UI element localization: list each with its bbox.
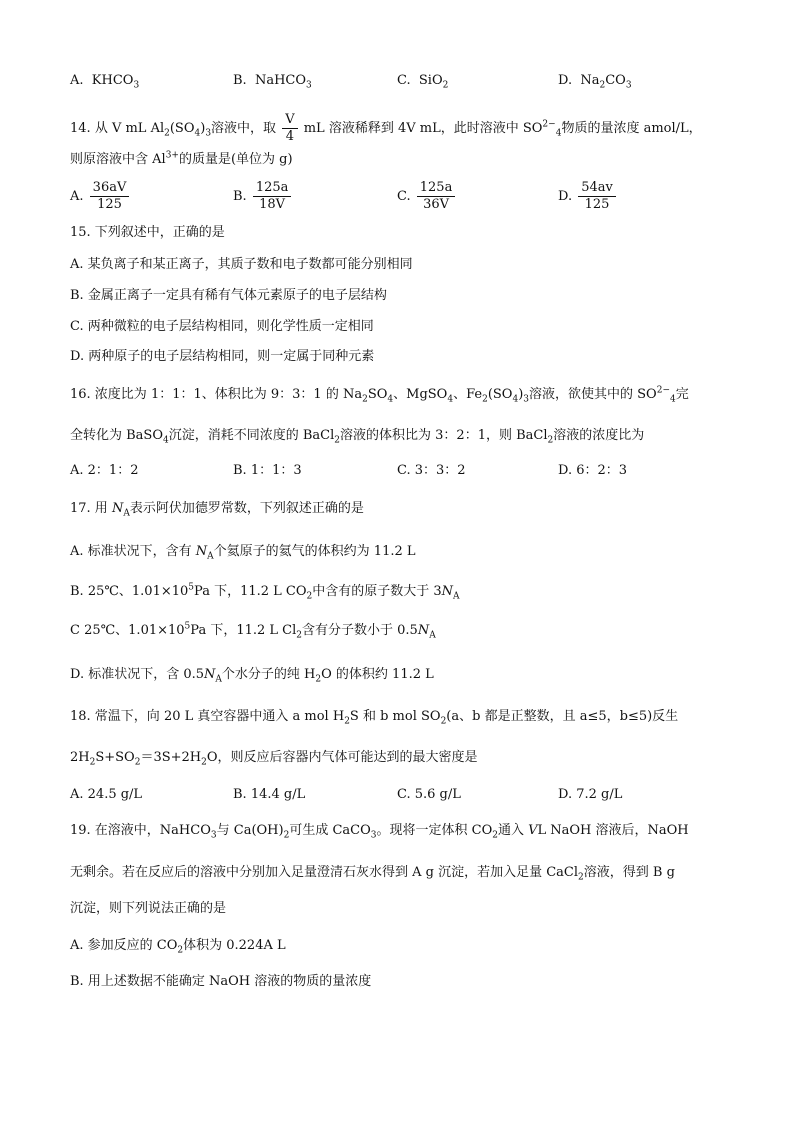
q19-option-a: A. 参加反应的 $CO_2$体积为 0.224A L xyxy=(70,938,286,956)
q13-option-b: B. NaHCO$_3$ xyxy=(233,73,312,91)
q16-stem-line1: 16. 浓度比为 1：1：1、体积比为 9：3：1 的 $Na_2SO_4$、MgSO$_4$、$Fe_2(SO_4)_3$溶液，欲使其中的 $SO^{2-}_4$完 xyxy=(70,385,689,405)
q18-option-a: A. 24.5 g/L xyxy=(70,787,143,802)
q17-option-c: C 25℃、$1.01\times 10^5Pa$ 下，11.2 L $Cl_2$含有分子数小于 $0.5N_A$ xyxy=(70,621,436,641)
q17-option-d: D. 标准状况下，含 $0.5N_A$个水分子的纯 $H_2O$ 的体积约 11.2 L xyxy=(70,667,434,685)
q18-option-c: C. 5.6 g/L xyxy=(397,787,461,802)
q16-option-c: C. 3：3：2 xyxy=(397,463,466,478)
q17-option-a: A. 标准状况下，含有 $N_A$个氦原子的氦气的体积约为 11.2 L xyxy=(70,544,416,562)
q19-stem-line3: 沉淀，则下列说法正确的是 xyxy=(70,901,227,916)
q15-option-b: B. 金属正离子一定具有稀有气体元素原子的电子层结构 xyxy=(70,288,387,303)
q14-stem-line2: 则原溶液中含 $Al^{3+}$的质量是(单位为 g) xyxy=(70,150,293,167)
q13-option-c: C. SiO$_2$ xyxy=(397,73,449,91)
q14-option-b: B. $\frac{125a}{18V}$ xyxy=(233,180,293,213)
q16-option-d: D. 6：2：3 xyxy=(558,463,628,478)
q13-option-d: D. $Na_2CO_3$ xyxy=(558,73,632,91)
q19-option-b: B. 用上述数据不能确定 NaOH 溶液的物质的量浓度 xyxy=(70,974,372,989)
q14-option-a: A. $\frac{36aV}{125}$ xyxy=(70,180,131,213)
q17-option-b: B. 25℃、$1.01\times 10^5Pa$ 下，11.2 L $CO_2$中含有的原子数大于 $3N_A$ xyxy=(70,582,460,602)
q15-option-d: D. 两种原子的电子层结构相同，则一定属于同种元素 xyxy=(70,349,375,364)
q15-option-c: C. 两种微粒的电子层结构相同，则化学性质一定相同 xyxy=(70,319,374,334)
q18-stem-line1: 18. 常温下，向 20 L 真空容器中通入 a mol $H_2S$ 和 b mol $SO_2(a$、b 都是正整数，且 a≤5，b≤5)反生 xyxy=(70,709,679,727)
q16-option-a: A. 2：1：2 xyxy=(70,463,139,478)
q15-option-a: A. 某负离子和某正离子，其质子数和电子数都可能分别相同 xyxy=(70,257,413,272)
q16-stem-line2: 全转化为 BaSO$_4$沉淀，消耗不同浓度的 BaCl$_2$溶液的体积比为 3：2：1，则 BaCl$_2$溶液的浓度比为 xyxy=(70,428,645,446)
q14-stem-line1: 14. 从 V mL $Al_2(SO_4)_3$溶液中，取 $\frac{V}{4}$ mL 溶液稀释到 4V mL，此时溶液中 $SO^{2-}_4$物质的量浓度 amol/L， xyxy=(70,112,702,144)
q19-stem-line1: 19. 在溶液中，NaHCO$_3$与 $Ca(OH)_2$可生成 CaCO$_3$。现将一定体积 $CO_2$通入 VL NaOH 溶液后，NaOH xyxy=(70,823,689,841)
q17-stem: 17. 用 $N_A$表示阿伏加德罗常数，下列叙述正确的是 xyxy=(70,501,364,519)
q15-stem: 15. 下列叙述中，正确的是 xyxy=(70,225,225,240)
q16-option-b: B. 1：1：3 xyxy=(233,463,302,478)
q18-option-d: D. 7.2 g/L xyxy=(558,787,623,802)
q18-stem-line2: $2H_2S+SO_2=3S+2H_2O$，则反应后容器内气体可能达到的最大密度是 xyxy=(70,750,478,768)
q14-fraction: $\frac{V}{4}$ xyxy=(282,112,297,145)
q14-option-c: C. $\frac{125a}{36V}$ xyxy=(397,180,457,213)
q14-option-d: D. $\frac{54av}{125}$ xyxy=(558,180,618,213)
q13-option-a: A. $KHCO_3$ xyxy=(70,73,140,91)
q19-stem-line2: 无剩余。若在反应后的溶液中分别加入足量澄清石灰水得到 A g 沉淀，若加入足量 CaCl$_2$溶液，得到 B g xyxy=(70,865,675,883)
q18-option-b: B. 14.4 g/L xyxy=(233,787,306,802)
